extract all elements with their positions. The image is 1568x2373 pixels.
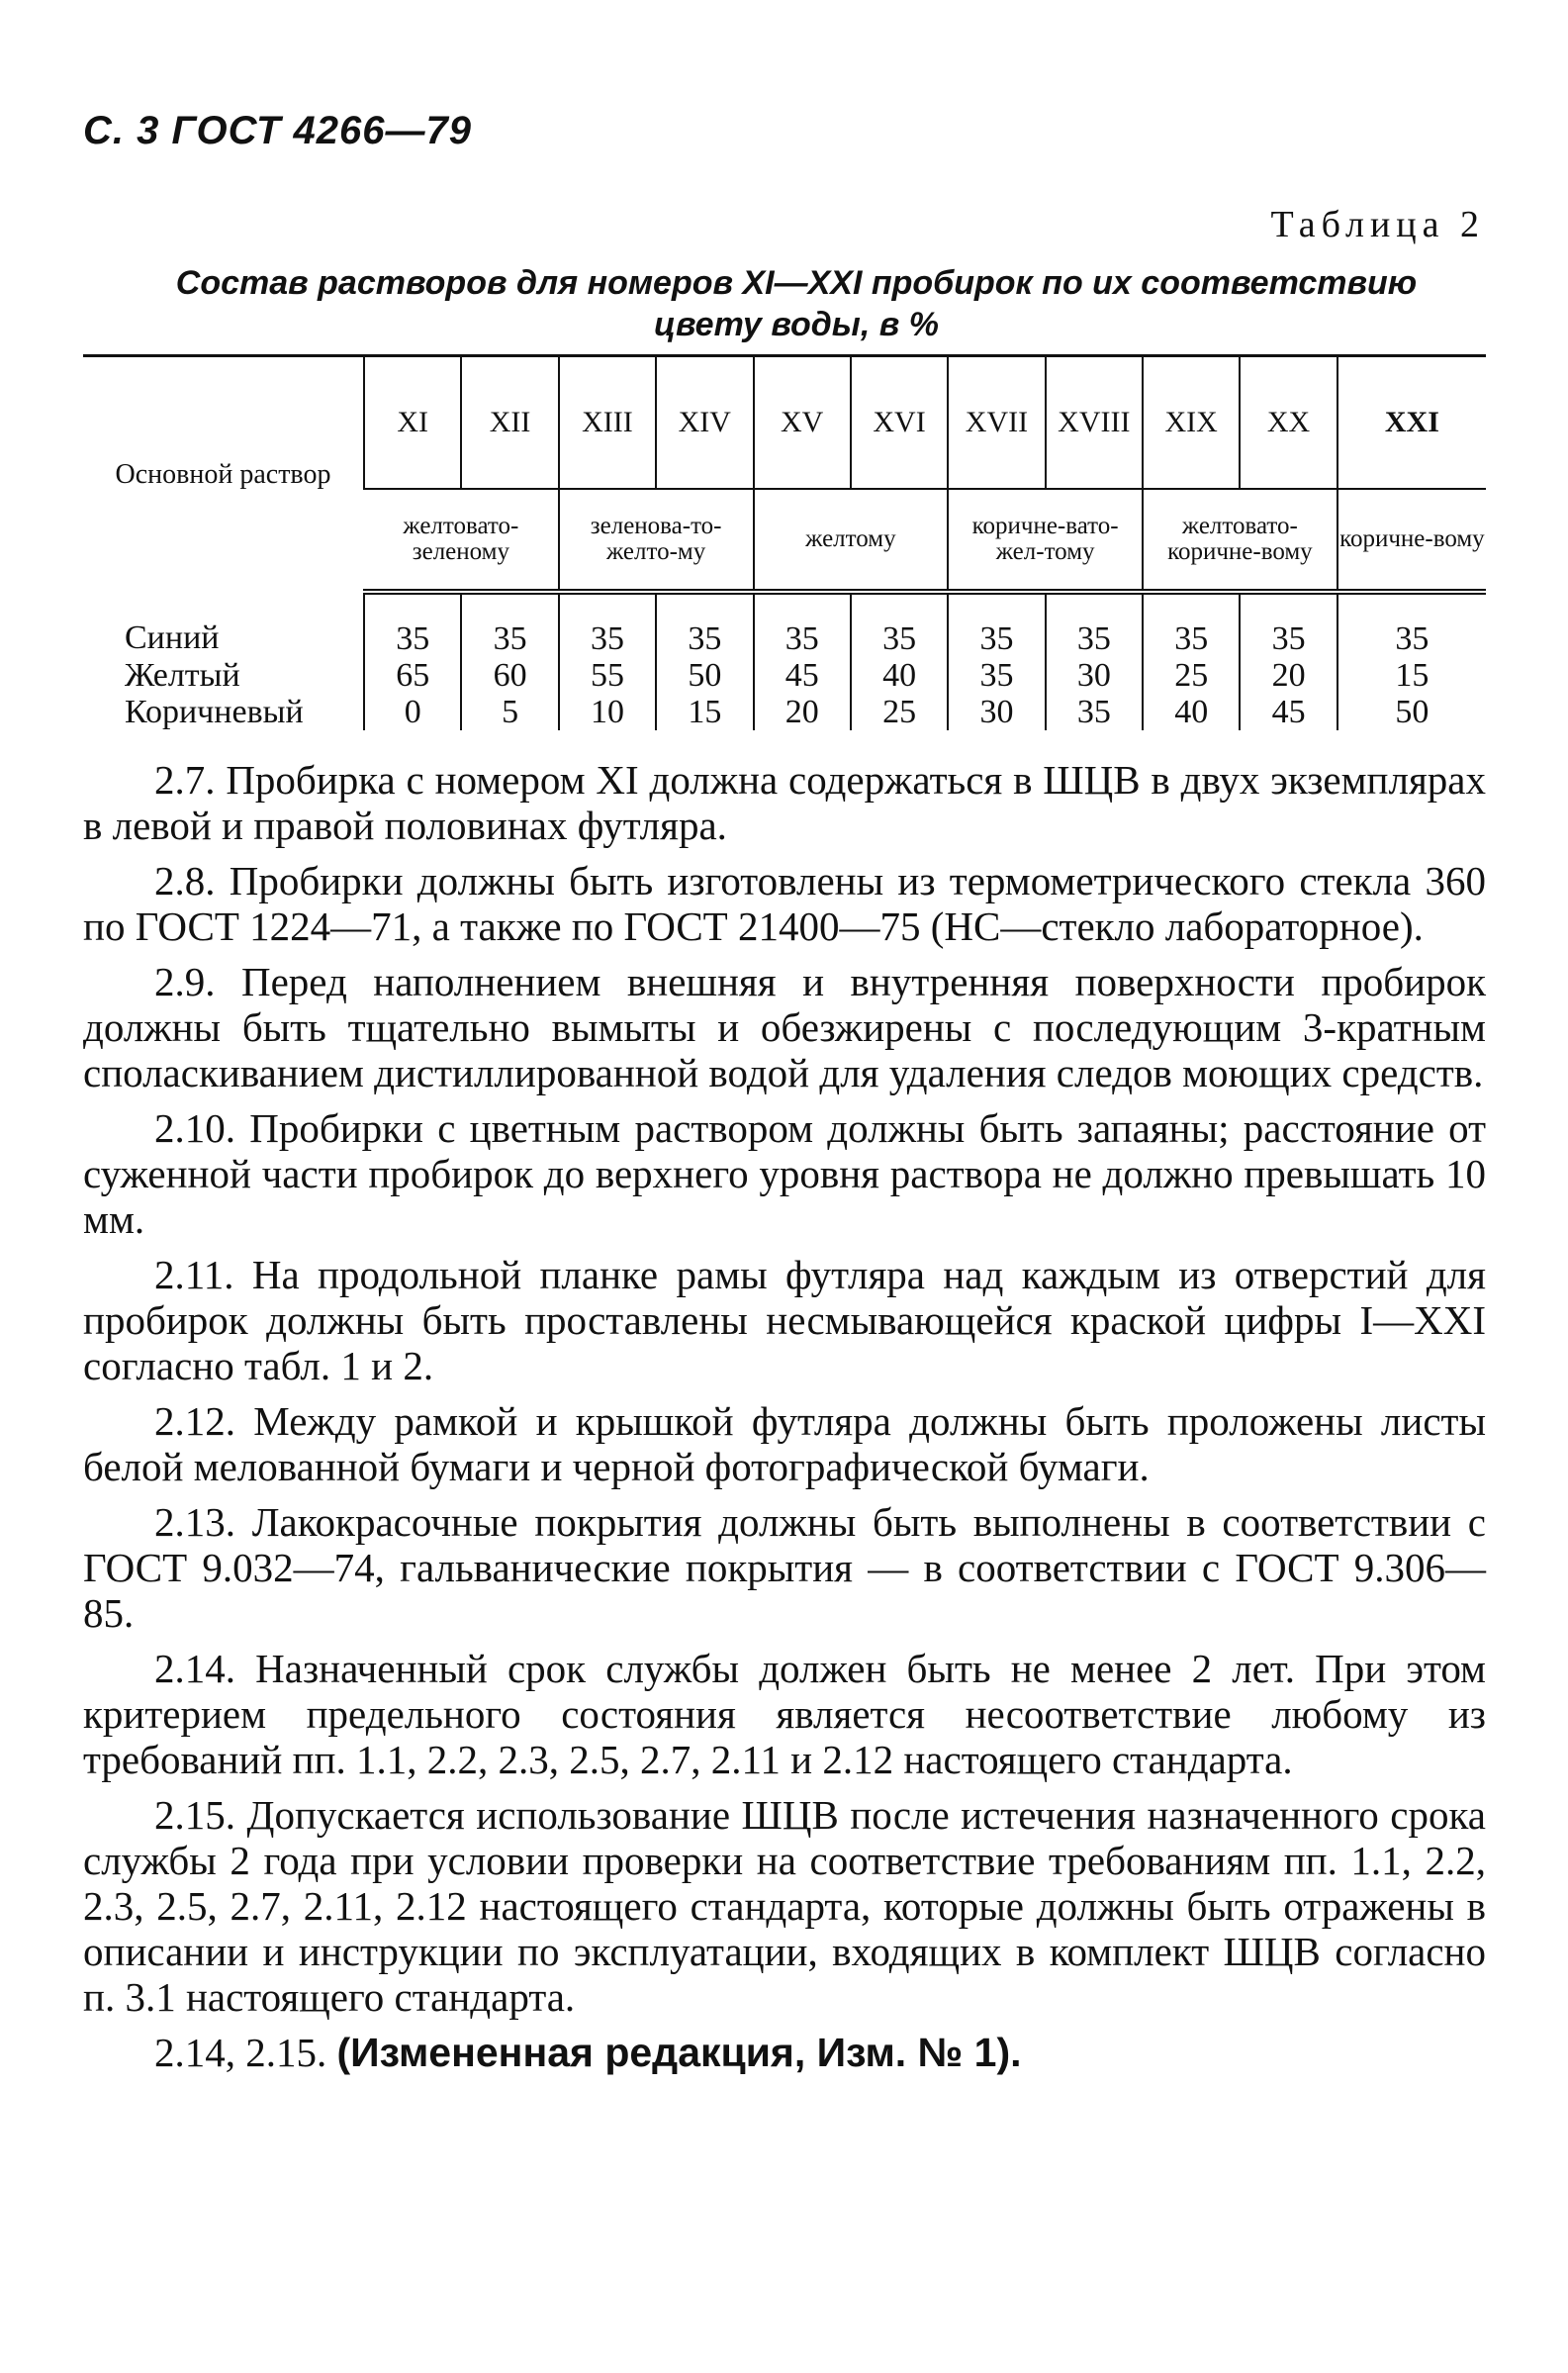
amendment-note [83,2030,1486,2075]
table-cell: 25 [1143,657,1240,694]
row-name: Синий [125,618,220,656]
paragraph-2-9: 2.9. Перед наполнением внешняя и внутренняя поверхности пробирок должны быть тщательно вымыты и обезжирены с последующим 3-кратным споласкиванием дистиллированной водой для удаления следов моющих средств. [83,959,1486,1095]
table-cell: 40 [851,657,948,694]
table-cell: 45 [754,657,851,694]
table-cell: 15 [1337,657,1486,694]
composition-table [83,354,1486,730]
table-cell: 50 [1337,694,1486,730]
color-group: желтовато-коричне-вому [1143,489,1337,592]
table-cell: 25 [851,694,948,730]
tube-number: XII [461,356,558,490]
table-cell: 40 [1143,694,1240,730]
table-cell: 20 [1240,657,1337,694]
table-cell: 35 [1046,694,1143,730]
table-cell: 55 [559,657,656,694]
paragraph-2-13: 2.13. Лакокрасочные покрытия должны быть выполнены в соответствии с ГОСТ 9.032—74, гальванические покрытия — в соответствии с ГОСТ 9.306—85. [83,1499,1486,1636]
table-cell: 35 [948,592,1045,657]
table-cell: 65 [364,657,461,694]
paragraph-2-7: 2.7. Пробирка с номером XI должна содержаться в ШЦВ в двух экземплярах в левой и правой половинах футляра. [83,757,1486,848]
paragraph-2-15: 2.15. Допускается использование ШЦВ после истечения назначенного срока службы 2 года при условии проверки на соответствие требованиям пп. 1.1, 2.2, 2.3, 2.5, 2.7, 2.11, 2.12 настоящего стандарта, которые должны быть отражены в описании и инструкции по эксплуатации, входящих в комплект ШЦВ согласно п. 3.1 настоящего стандарта. [83,1792,1486,2020]
table-cell: 35 [851,592,948,657]
table-cell: 0 [364,694,461,730]
row-name: Коричневый [125,694,304,730]
table-cell: 35 [754,592,851,657]
table-title: Состав растворов для номеров XI—XXI пробирок по их соответствию цвету воды, в % [175,264,1418,343]
table-cell: 60 [461,657,558,694]
tube-number: XX [1240,356,1337,490]
table-cell: 35 [1240,592,1337,657]
table-cell: 35 [461,592,558,657]
table-cell: 35 [559,592,656,657]
table-cell: 35 [364,592,461,657]
table-cell: 35 [656,592,753,657]
body-text [83,757,1486,2085]
table-cell: 45 [1240,694,1337,730]
table-row [83,592,1486,657]
tube-number: XI [364,356,461,490]
table-label: Таблица 2 [1270,204,1485,245]
paragraph-2-10: 2.10. Пробирки с цветным раствором должны быть запаяны; расстояние от суженной части пробирок до верхнего уровня раствора не должно превышать 10 мм. [83,1105,1486,1242]
tube-number: XV [754,356,851,490]
color-group: желтовато-зеленому [364,489,559,592]
color-group: зеленова-то-желто-му [559,489,754,592]
table-cell: 35 [1046,592,1143,657]
paragraph-2-8: 2.8. Пробирки должны быть изготовлены из термометрического стекла 360 по ГОСТ 1224—71, а также по ГОСТ 21400—75 (НС—стекло лабораторное). [83,858,1486,949]
table-row [83,694,1486,730]
table-cell: 10 [559,694,656,730]
tube-number: XIII [559,356,656,490]
table-cell: 30 [948,694,1045,730]
table-cell: 35 [948,657,1045,694]
color-group: коричне-вато-жел-тому [948,489,1143,592]
paragraph-2-14: 2.14. Назначенный срок службы должен быть не менее 2 лет. При этом критерием предельного состояния является несоответствие любому из требований пп. 1.1, 2.2, 2.3, 2.5, 2.7, 2.11 и 2.12 настоящего стандарта. [83,1646,1486,1782]
table-cell: 35 [1143,592,1240,657]
page-header: С. 3 ГОСТ 4266—79 [83,109,472,152]
amendment-bold: (Измененная редакция, Изм. № 1). [336,2030,1022,2075]
row-name: Желтый [125,657,240,694]
paragraph-2-11: 2.11. На продольной планке рамы футляра над каждым из отверстий для пробирок должны быть проставлены несмывающейся краской цифры I—XXI согласно табл. 1 и 2. [83,1252,1486,1388]
base-solution-header: Основной раствор [83,356,364,593]
table-row [83,657,1486,694]
table-cell: 5 [461,694,558,730]
table-cell: 20 [754,694,851,730]
tube-number: XVII [948,356,1045,490]
amendment-prefix: 2.14, 2.15. [154,2030,327,2075]
tube-number: XXI [1337,356,1486,490]
table-cell: 50 [656,657,753,694]
tube-number: XVI [851,356,948,490]
table-cell: 35 [1337,592,1486,657]
tube-number: XIV [656,356,753,490]
tube-number: XVIII [1046,356,1143,490]
paragraph-2-12: 2.12. Между рамкой и крышкой футляра должны быть проложены листы белой мелованной бумаги и черной фотографической бумаги. [83,1398,1486,1489]
table-cell: 30 [1046,657,1143,694]
tube-number: XIX [1143,356,1240,490]
table-cell: 15 [656,694,753,730]
color-group: желтому [754,489,949,592]
color-group: коричне-вому [1337,489,1486,592]
